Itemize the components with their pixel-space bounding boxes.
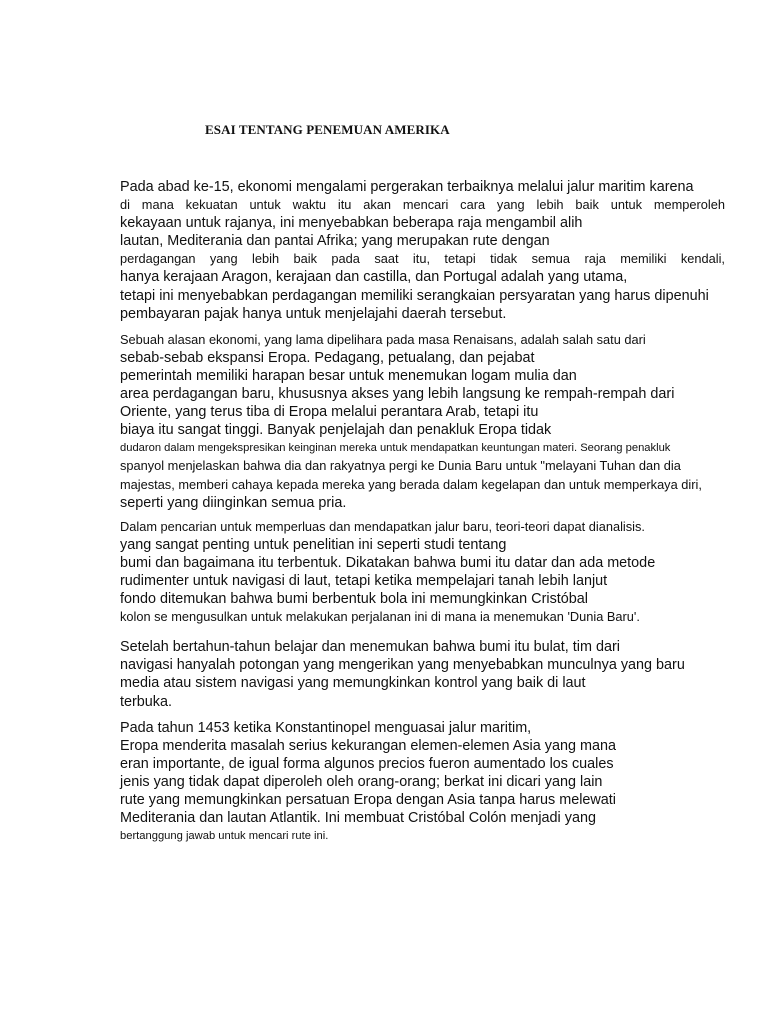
paragraph-line: seperti yang diinginkan semua pria. <box>120 494 347 511</box>
paragraph-line: hanya kerajaan Aragon, kerajaan dan castilla, dan Portugal adalah yang utama, <box>120 269 628 286</box>
paragraph-line: rute yang memungkinkan persatuan Eropa dengan Asia tanpa harus melewati <box>120 792 616 808</box>
paragraph <box>120 178 725 323</box>
paragraph-line: tetapi ini menyebabkan perdagangan memiliki serangkaian persyaratan yang harus dipenuhi <box>120 287 709 304</box>
paragraph <box>120 719 725 846</box>
paragraph-line: eran importante, de igual forma algunos precios fueron aumentado los cuales <box>120 755 614 772</box>
paragraph-line: Pada abad ke-15, ekonomi mengalami pergerakan terbaiknya melalui jalur maritim karena <box>120 179 694 195</box>
paragraph-line: bumi dan bagaimana itu terbentuk. Dikatakan bahwa bumi itu datar dan ada metode <box>120 554 656 571</box>
paragraph <box>120 638 725 710</box>
paragraph-line: fondo ditemukan bahwa bumi berbentuk bola ini memungkinkan Cristóbal <box>120 591 588 608</box>
paragraph-line: dudaron dalam mengekspresikan keinginan mereka untuk mendapatkan keuntungan materi. Seorang penakluk <box>120 442 671 455</box>
paragraph-line: pembayaran pajak hanya untuk menjelajahi daerah tersebut. <box>120 305 507 322</box>
paragraph-gap <box>120 323 725 331</box>
paragraph-line: bertanggung jawab untuk mencari rute ini. <box>120 830 329 843</box>
paragraph-line: di mana kekuatan untuk waktu itu akan mencari cara yang lebih baik untuk memperoleh <box>120 197 725 213</box>
paragraph-line: terbuka. <box>120 693 172 710</box>
paragraph-line: lautan, Mediterania dan pantai Afrika; yang merupakan rute dengan <box>120 233 550 250</box>
paragraph-line: kekayaan untuk rajanya, ini menyebabkan beberapa raja mengambil alih <box>120 215 583 232</box>
paragraph-line: Oriente, yang terus tiba di Eropa melalui perantara Arab, tetapi itu <box>120 404 539 421</box>
paragraph-line: Setelah bertahun-tahun belajar dan menemukan bahwa bumi itu bulat, tim dari <box>120 639 620 656</box>
paragraph-line: Eropa menderita masalah serius kekurangan elemen-elemen Asia yang mana <box>120 737 616 754</box>
paragraph-line: navigasi hanyalah potongan yang mengerikan yang menyebabkan munculnya yang baru <box>120 657 685 674</box>
paragraph-line: kolon se mengusulkan untuk melakukan perjalanan ini di mana ia menemukan 'Dunia Baru'. <box>120 609 640 625</box>
paragraph <box>120 518 725 627</box>
paragraph-line: Sebuah alasan ekonomi, yang lama dipelihara pada masa Renaisans, adalah salah satu dari <box>120 331 646 347</box>
paragraph-line: media atau sistem navigasi yang memungkinkan kontrol yang baik di laut <box>120 675 586 692</box>
paragraph-line: Pada tahun 1453 ketika Konstantinopel menguasai jalur maritim, <box>120 719 532 736</box>
paragraph-line: perdagangan yang lebih baik pada saat itu, tetapi tidak semua raja memiliki kendali, <box>120 251 725 267</box>
essay-title: ESAI TENTANG PENEMUAN AMERIKA <box>205 122 450 137</box>
paragraph-line: pemerintah memiliki harapan besar untuk menemukan logam mulia dan <box>120 367 577 384</box>
paragraph-line: majestas, memberi cahaya kepada mereka yang berada dalam kegelapan dan untuk memperkaya diri, <box>120 476 702 492</box>
essay-body <box>120 178 725 845</box>
paragraph-line: spanyol menjelaskan bahwa dia dan rakyatnya pergi ke Dunia Baru untuk "melayani Tuhan dan dia <box>120 458 681 474</box>
paragraph-line: jenis yang tidak dapat diperoleh oleh orang-orang; berkat ini dicari yang lain <box>120 773 603 790</box>
paragraph-gap <box>120 626 725 638</box>
paragraph-line: area perdagangan baru, khususnya akses yang lebih langsung ke rempah-rempah dari <box>120 386 675 403</box>
paragraph-line: Dalam pencarian untuk memperluas dan mendapatkan jalur baru, teori-teori dapat dianalisis. <box>120 518 645 534</box>
paragraph-line: rudimenter untuk navigasi di laut, tetapi ketika mempelajari tanah lebih lanjut <box>120 572 608 589</box>
paragraph-gap <box>120 711 725 719</box>
paragraph-line: biaya itu sangat tinggi. Banyak penjelajah dan penakluk Eropa tidak <box>120 422 552 439</box>
paragraph-line: sebab-sebab ekspansi Eropa. Pedagang, petualang, dan pejabat <box>120 349 535 366</box>
paragraph <box>120 331 725 512</box>
paragraph-line: yang sangat penting untuk penelitian ini seperti studi tentang <box>120 536 507 553</box>
paragraph-line: Mediterania dan lautan Atlantik. Ini membuat Cristóbal Colón menjadi yang <box>120 810 596 827</box>
